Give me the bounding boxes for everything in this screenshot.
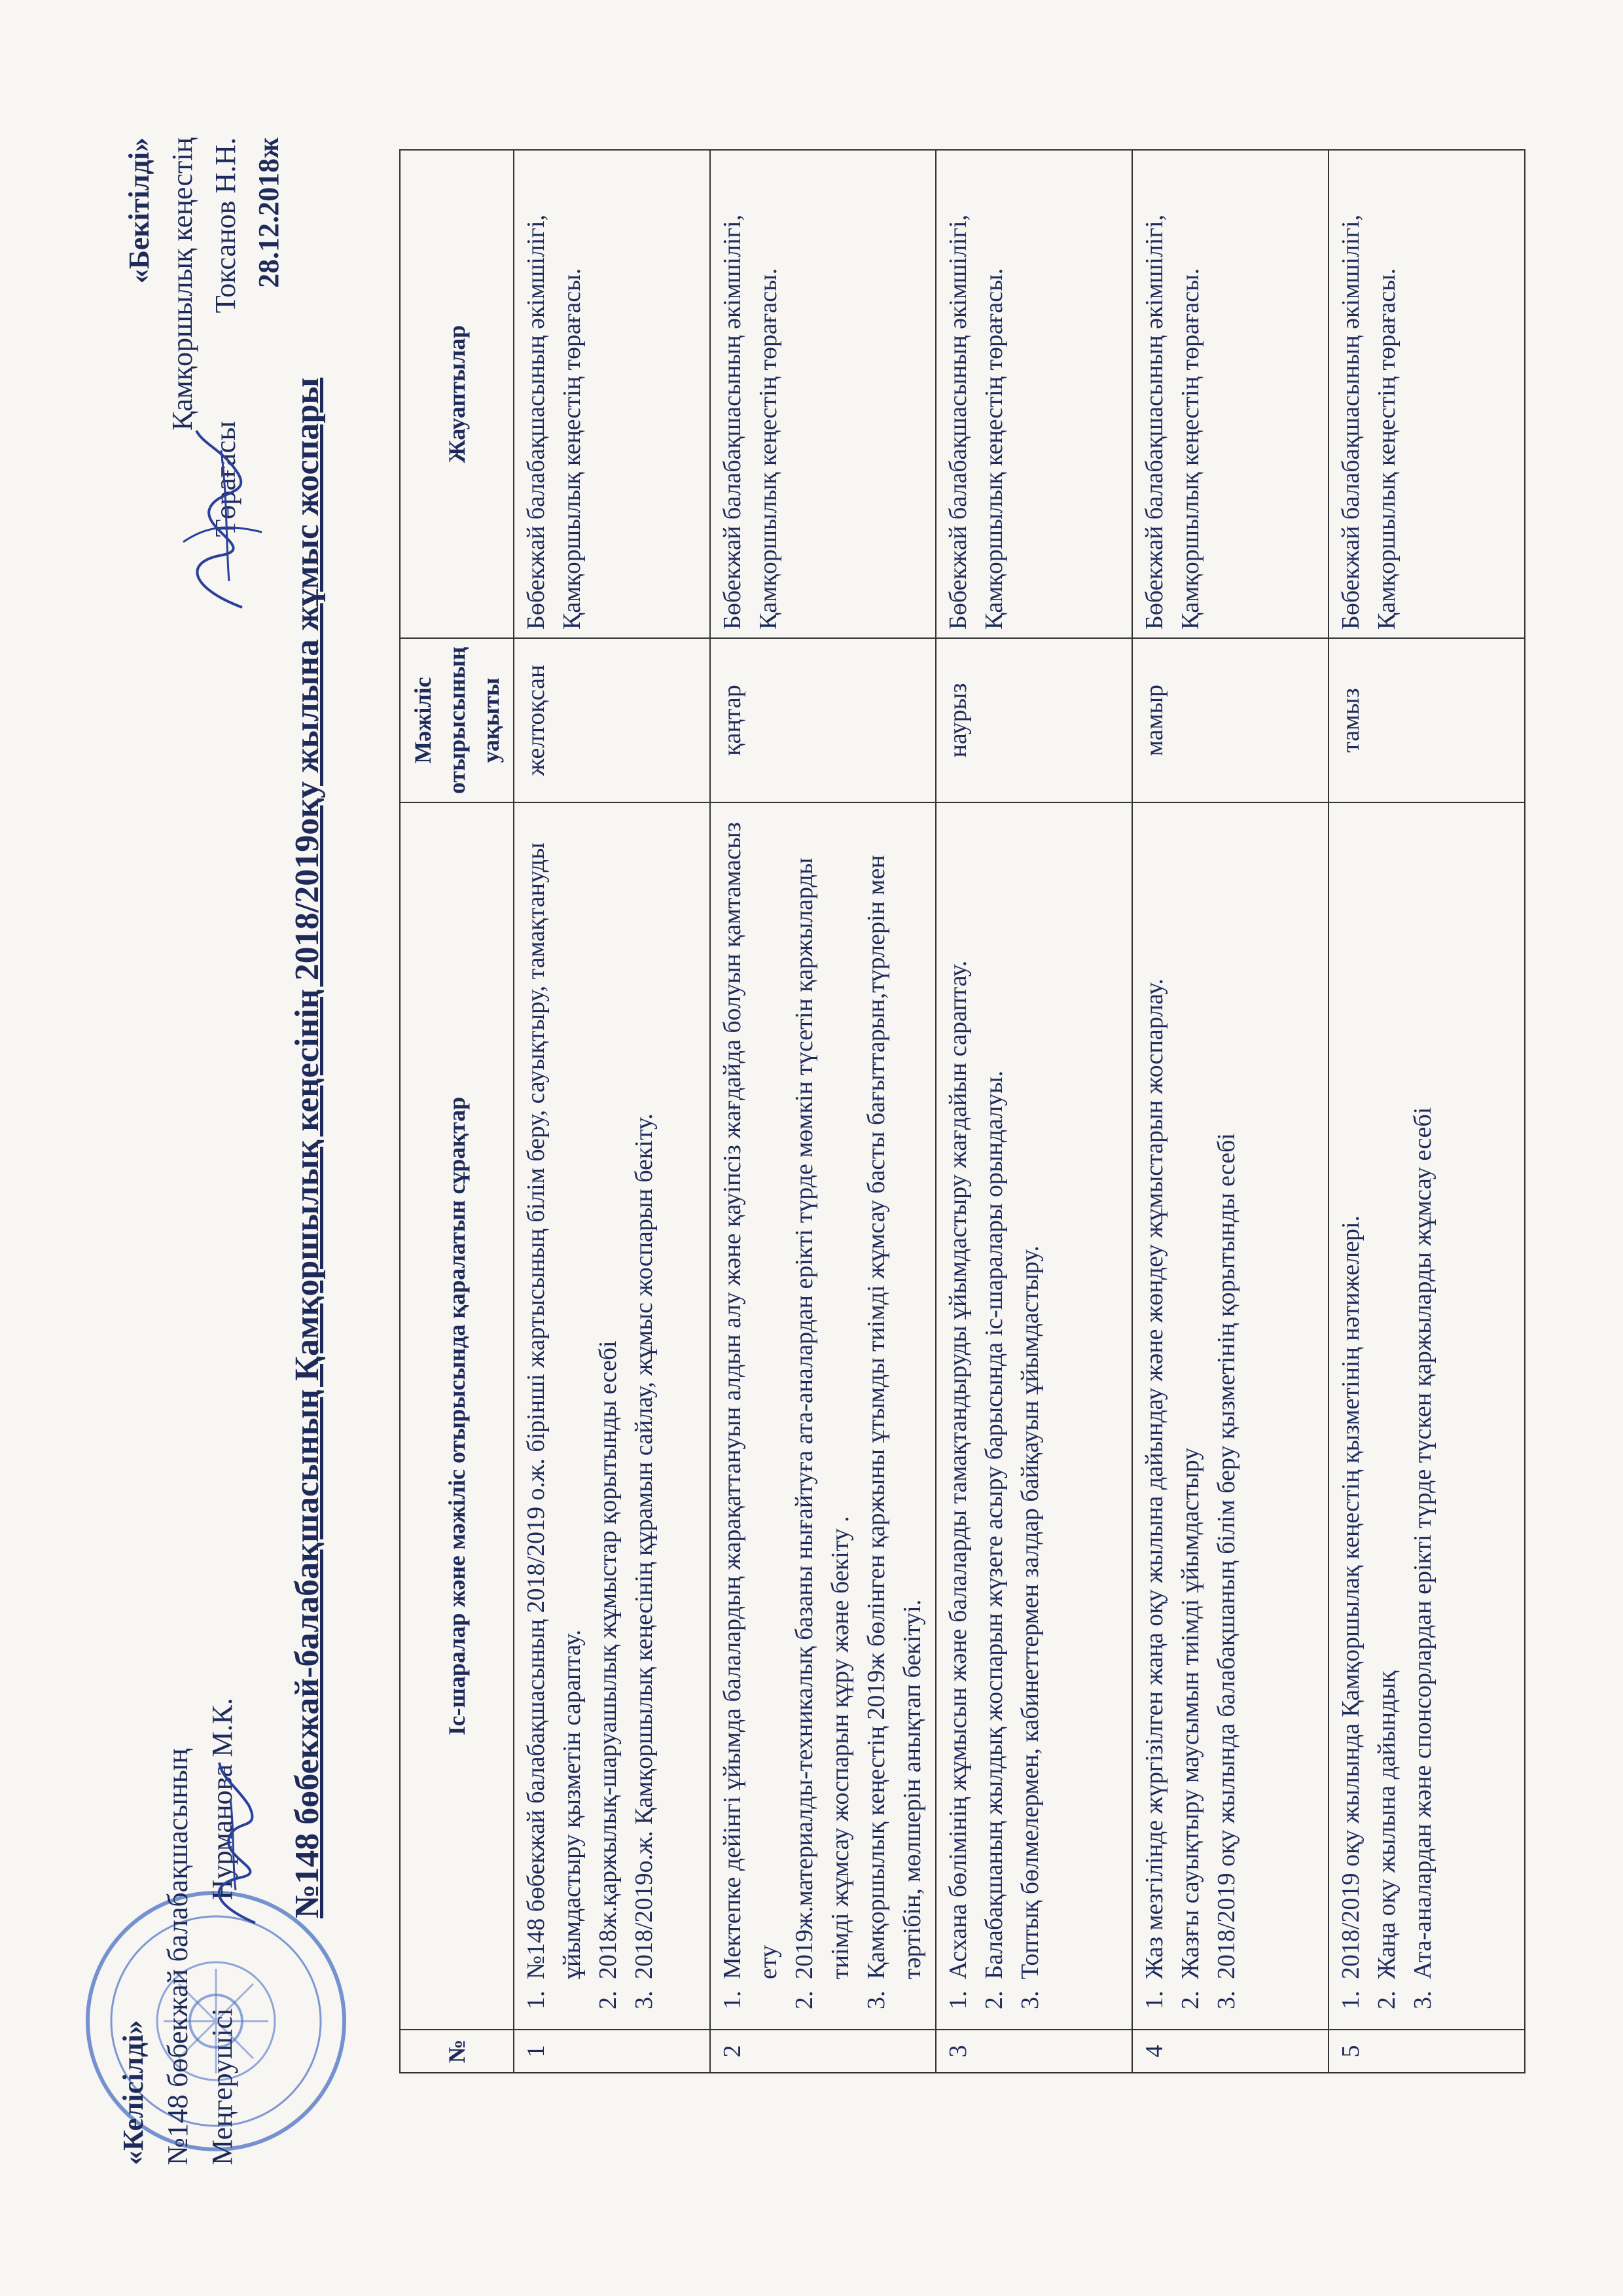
table-row bbox=[936, 150, 1132, 2073]
approval-right-name: Токсанов Н.Н. bbox=[209, 137, 241, 314]
row-item: 1. 2018/2019 оқу жылында Қамқоршылақ кеңестің қызметінің нәтижелері. bbox=[1333, 811, 1369, 1984]
header-items: Іс-шаралар және мәжіліс отырысында қаралатын сұрақтар bbox=[400, 802, 514, 2030]
row-items bbox=[1329, 802, 1525, 2030]
row-time: мамыр bbox=[1132, 638, 1329, 802]
approval-right-date: 28.12.2018ж bbox=[253, 137, 285, 288]
row-item: 2. Балабақшаның жылдық жоспарын жүзеге асыру барысында іс-шаралары орындалуы. bbox=[976, 811, 1012, 1984]
row-num: 3 bbox=[936, 2030, 1132, 2073]
row-item: 3. 2018/2019о.ж. Қамқоршылық кеңесінің құрамын сайлау, жұмыс жоспарын бекіту. bbox=[626, 811, 662, 1984]
row-item: 3. Топтық бөлмелермен, кабинеттермен залдар байқауын ұйымдастыру. bbox=[1012, 811, 1048, 1984]
table-row bbox=[1329, 150, 1525, 2073]
row-time: тамыз bbox=[1329, 638, 1525, 802]
row-resp: Бөбекжай балабақшасының әкімшілігі, Қамқоршылық кеңестің төрағасы. bbox=[1132, 150, 1329, 638]
row-time: қаңтар bbox=[710, 638, 936, 802]
header-time: Мәжіліс отырысының уақыты bbox=[400, 638, 514, 802]
row-item: 3. 2018/2019 оқу жылында балабақшаның білім беру қызметінің қорытынды есебі bbox=[1209, 811, 1245, 1984]
row-items bbox=[1132, 802, 1329, 2030]
table-row bbox=[1132, 150, 1329, 2073]
header-resp: Жауаптылар bbox=[400, 150, 514, 638]
row-num: 4 bbox=[1132, 2030, 1329, 2073]
row-num: 5 bbox=[1329, 2030, 1525, 2073]
row-item: 1. Мектепке дейінгі ұйымда балалардың жарақаттануын алдын алу және қауіпсіз жағдайда болуын қамтамасыз ету bbox=[715, 811, 787, 1984]
row-items bbox=[936, 802, 1132, 2030]
row-item: 2. Жаңа оқу жылына дайындық bbox=[1369, 811, 1405, 1984]
row-items bbox=[710, 802, 936, 2030]
approval-right-org: Қамқоршылық кеңестің bbox=[166, 137, 198, 431]
row-item: 2. 2019ж.материалды-техникалық базаны нығайтуға ата-аналардан еріктi түрде мөмкін түсетін қаржыларды тиімді жұмсау жоспарын құру және бекіту . bbox=[787, 811, 859, 1984]
approval-right-label: «Бекітілді» bbox=[123, 137, 155, 284]
row-time: наурыз bbox=[936, 638, 1132, 802]
work-plan-table bbox=[399, 149, 1525, 2073]
row-resp: Бөбекжай балабақшасының әкімшілігі, Қамқоршылық кеңестің төрағасы. bbox=[514, 150, 710, 638]
approval-left-org: №148 бөбекжай балабақшасының bbox=[162, 1748, 194, 2165]
row-items bbox=[514, 802, 710, 2030]
table-row bbox=[514, 150, 710, 2073]
row-resp: Бөбекжай балабақшасының әкімшілігі, Қамқоршылық кеңестің төрағасы. bbox=[936, 150, 1132, 638]
row-item: 1. Асхана бөлімінің жұмысын және балаларды тамақтандыруды ұйымдастыру жағдайын сараптау. bbox=[940, 811, 976, 1984]
row-num: 2 bbox=[710, 2030, 936, 2073]
document-title: №148 бөбекжай-балабақшасының Қамқоршылық кеңесінің 2018/2019оқу жылына жұмыс жоспары bbox=[289, 377, 326, 1919]
approval-left-role: Меңгерушісі bbox=[206, 2008, 239, 2165]
approval-left-label: «Келісілді» bbox=[117, 2020, 149, 2165]
row-resp: Бөбекжай балабақшасының әкімшілігі, Қамқоршылық кеңестің төрағасы. bbox=[1329, 150, 1525, 638]
row-time: желтоқсан bbox=[514, 638, 710, 802]
row-item: 1. Жаз мезгілінде жүргізілген жаңа оқу жылына дайындау және жөндеу жұмыстарын жоспарлау. bbox=[1137, 811, 1173, 1984]
header-num: № bbox=[400, 2030, 514, 2073]
row-num: 1 bbox=[514, 2030, 710, 2073]
row-item: 1. №148 бөбекжай балабақшасының 2018/2019 о.ж. бірінші жартысының білім беру, сауықтыру, тамақтануды ұйымдастыру қызметін сараптау. bbox=[518, 811, 590, 1984]
approval-left-name: Нурманова М.К. bbox=[206, 1698, 239, 1901]
signature-left bbox=[196, 1759, 275, 1929]
table-row bbox=[710, 150, 936, 2073]
row-resp: Бөбекжай балабақшасының әкімшілігі, Қамқоршылық кеңестің төрағасы. bbox=[710, 150, 936, 638]
row-item: 2. 2018ж.қаржылық-шаруашылық жұмыстар қорытынды есебі bbox=[590, 811, 626, 1984]
table-header-row bbox=[400, 150, 514, 2073]
signature-right bbox=[164, 424, 275, 620]
row-item: 2. Жазғы сауықтыру маусымын тиімді ұйымдастыру bbox=[1173, 811, 1209, 1984]
row-item: 3. Қамқоршылық кеңестің 2019ж бөлінген қаржыны ұтымды тиімді жұмсау басты бағыттарын,түрлерін мен тәртібін, мөлшерін анықтап бекітуі. bbox=[859, 811, 931, 1984]
approval-right-role: Төрағасы bbox=[209, 421, 241, 537]
row-item: 3. Ата-аналардан және спонсорлардан еріктi түрде түскен қаржыларды жұмсау есебі bbox=[1405, 811, 1441, 1984]
